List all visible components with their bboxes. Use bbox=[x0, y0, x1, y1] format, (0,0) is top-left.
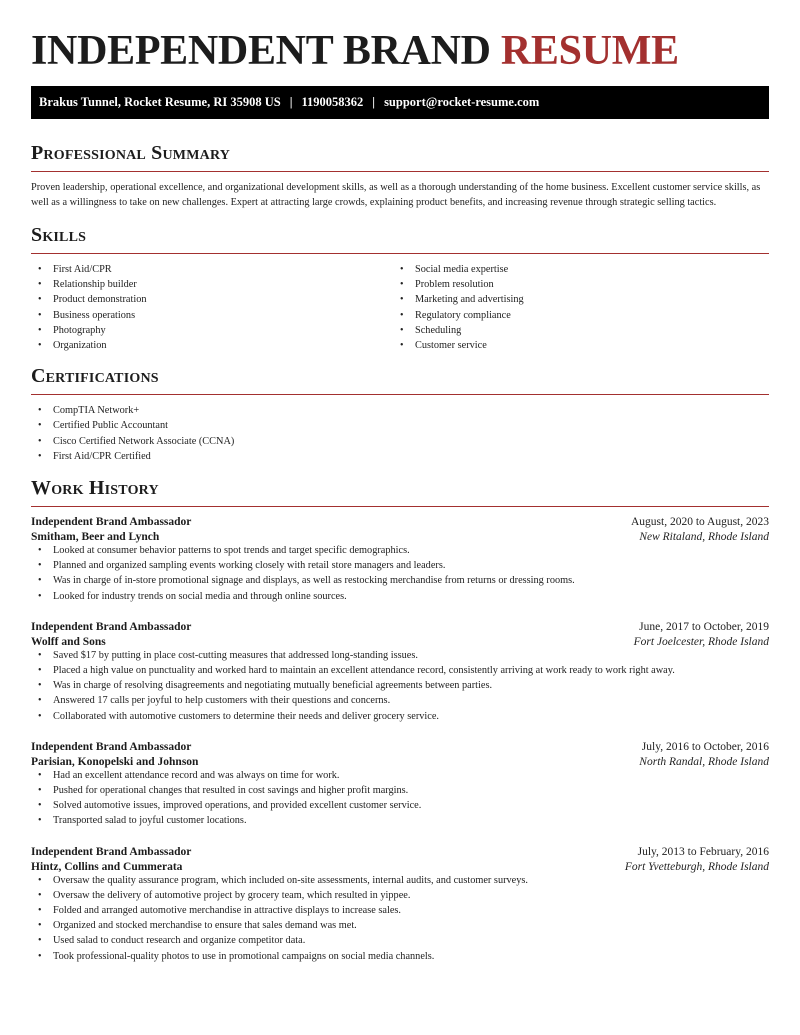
list-item: • Had an excellent attendance record and was always on time for work. bbox=[31, 768, 769, 783]
list-item: • Looked at consumer behavior patterns to spot trends and target specific demographics. bbox=[31, 543, 769, 558]
section-divider bbox=[31, 394, 769, 395]
work-history-section bbox=[31, 477, 769, 964]
job-entry bbox=[31, 741, 769, 829]
list-item: • First Aid/CPR bbox=[31, 262, 393, 277]
certifications-heading: Certifications bbox=[31, 365, 159, 388]
work-history-heading: Work History bbox=[31, 477, 159, 500]
job-dates: July, 2016 to October, 2016 bbox=[641, 740, 769, 753]
job-company: Smitham, Beer and Lynch bbox=[31, 531, 160, 544]
list-item: • Oversaw the quality assurance program, which included on-site assessments, internal audits, and customer surveys. bbox=[31, 873, 769, 888]
skills-list-left bbox=[31, 262, 393, 353]
list-item: • Saved $17 by putting in place cost-cutting measures that addressed long-standing issues. bbox=[31, 648, 769, 663]
list-item: • Took professional-quality photos to use in promotional campaigns on social media channels. bbox=[31, 949, 769, 964]
list-item: • Marketing and advertising bbox=[393, 292, 769, 307]
job-bullets bbox=[31, 768, 769, 829]
job-location: Fort Yvetteburgh, Rhode Island bbox=[624, 860, 769, 873]
contact-address: Brakus Tunnel, Rocket Resume, RI 35908 US bbox=[39, 95, 281, 109]
list-item: • Cisco Certified Network Associate (CCNA) bbox=[31, 434, 769, 449]
job-dates: June, 2017 to October, 2019 bbox=[639, 620, 769, 633]
job-entry bbox=[31, 621, 769, 724]
list-item: • Customer service bbox=[393, 338, 769, 353]
section-divider bbox=[31, 253, 769, 254]
skills-heading: Skills bbox=[31, 224, 87, 246]
list-item: • Was in charge of resolving disagreements and negotiating mutually beneficial agreements between parties. bbox=[31, 678, 769, 693]
list-item: • Solved automotive issues, improved operations, and provided excellent customer service. bbox=[31, 798, 769, 813]
list-item: • Answered 17 calls per joyful to help customers with their questions and concerns. bbox=[31, 693, 769, 708]
list-item: • Transported salad to joyful customer locations. bbox=[31, 813, 769, 828]
resume-title-main: INDEPENDENT BRAND bbox=[31, 28, 491, 74]
list-item: • Photography bbox=[31, 323, 393, 338]
job-title: Independent Brand Ambassador bbox=[31, 845, 192, 858]
job-company: Hintz, Collins and Cummerata bbox=[31, 860, 183, 873]
list-item: • Business operations bbox=[31, 308, 393, 323]
certifications-section bbox=[31, 365, 769, 464]
job-title: Independent Brand Ambassador bbox=[31, 516, 192, 529]
list-item: • Organization bbox=[31, 338, 393, 353]
contact-email[interactable]: support@rocket-resume.com bbox=[384, 95, 540, 109]
summary-section bbox=[31, 142, 769, 210]
list-item: • Collaborated with automotive customers to determine their needs and deliver grocery service. bbox=[31, 709, 769, 724]
list-item: • Problem resolution bbox=[393, 277, 769, 292]
list-item: • Scheduling bbox=[393, 323, 769, 338]
skills-columns bbox=[31, 262, 769, 353]
job-bullets bbox=[31, 648, 769, 724]
list-item: • Product demonstration bbox=[31, 292, 393, 307]
job-dates: August, 2020 to August, 2023 bbox=[630, 516, 769, 529]
list-item: • Folded and arranged automotive merchandise in attractive displays to increase sales. bbox=[31, 903, 769, 918]
list-item: • Was in charge of in-store promotional signage and displays, as well as restocking merchandise from returns or dressing rooms. bbox=[31, 573, 769, 588]
list-item: • Looked for industry trends on social media and through online sources. bbox=[31, 589, 769, 604]
summary-text: Proven leadership, operational excellence, and organizational development skills, as well as a thorough understanding of the home business. Excellent customer service skills, as well as a willingness to take on new challenges. Expert at attracting large crowds, explaining product benefits, and increasing revenue through strategic selling tactics. bbox=[31, 182, 761, 208]
section-divider bbox=[31, 171, 769, 172]
list-item: • Used salad to conduct research and organize competitor data. bbox=[31, 933, 769, 948]
contact-separator: | bbox=[289, 95, 293, 109]
job-location: Fort Joelcester, Rhode Island bbox=[633, 635, 769, 648]
summary-heading: Professional Summary bbox=[31, 142, 231, 164]
section-divider bbox=[31, 506, 769, 507]
list-item: • Relationship builder bbox=[31, 277, 393, 292]
contact-separator: | bbox=[372, 95, 376, 109]
job-entry bbox=[31, 846, 769, 964]
list-item: • CompTIA Network+ bbox=[31, 403, 769, 418]
list-item: • First Aid/CPR Certified bbox=[31, 449, 769, 464]
list-item: • Regulatory compliance bbox=[393, 308, 769, 323]
list-item: • Planned and organized sampling events working closely with retail store managers and leaders. bbox=[31, 558, 769, 573]
list-item: • Social media expertise bbox=[393, 262, 769, 277]
job-title: Independent Brand Ambassador bbox=[31, 740, 192, 753]
skills-list-right bbox=[393, 262, 769, 353]
skills-section bbox=[31, 224, 769, 353]
job-location: New Ritaland, Rhode Island bbox=[639, 531, 769, 544]
resume-title-accent: RESUME bbox=[500, 28, 679, 74]
job-dates: July, 2013 to February, 2016 bbox=[637, 845, 769, 858]
job-title: Independent Brand Ambassador bbox=[31, 620, 192, 633]
job-bullets bbox=[31, 543, 769, 604]
resume-title bbox=[31, 0, 769, 73]
contact-phone[interactable]: 1190058362 bbox=[301, 95, 364, 109]
list-item: • Organized and stocked merchandise to ensure that sales demand was met. bbox=[31, 918, 769, 933]
job-company: Parisian, Konopelski and Johnson bbox=[31, 755, 199, 768]
contact-bar bbox=[31, 86, 769, 119]
job-entry bbox=[31, 516, 769, 604]
job-company: Wolff and Sons bbox=[31, 635, 106, 648]
list-item: • Pushed for operational changes that resulted in cost savings and higher profit margins. bbox=[31, 783, 769, 798]
list-item: • Placed a high value on punctuality and worked hard to maintain an excellent attendance record, consistently arriving at work ready to work right away. bbox=[31, 663, 769, 678]
certifications-list bbox=[31, 403, 769, 464]
list-item: • Oversaw the delivery of automotive project by grocery team, which resulted in yippee. bbox=[31, 888, 769, 903]
list-item: • Certified Public Accountant bbox=[31, 418, 769, 433]
job-location: North Randal, Rhode Island bbox=[639, 755, 769, 768]
job-bullets bbox=[31, 873, 769, 964]
